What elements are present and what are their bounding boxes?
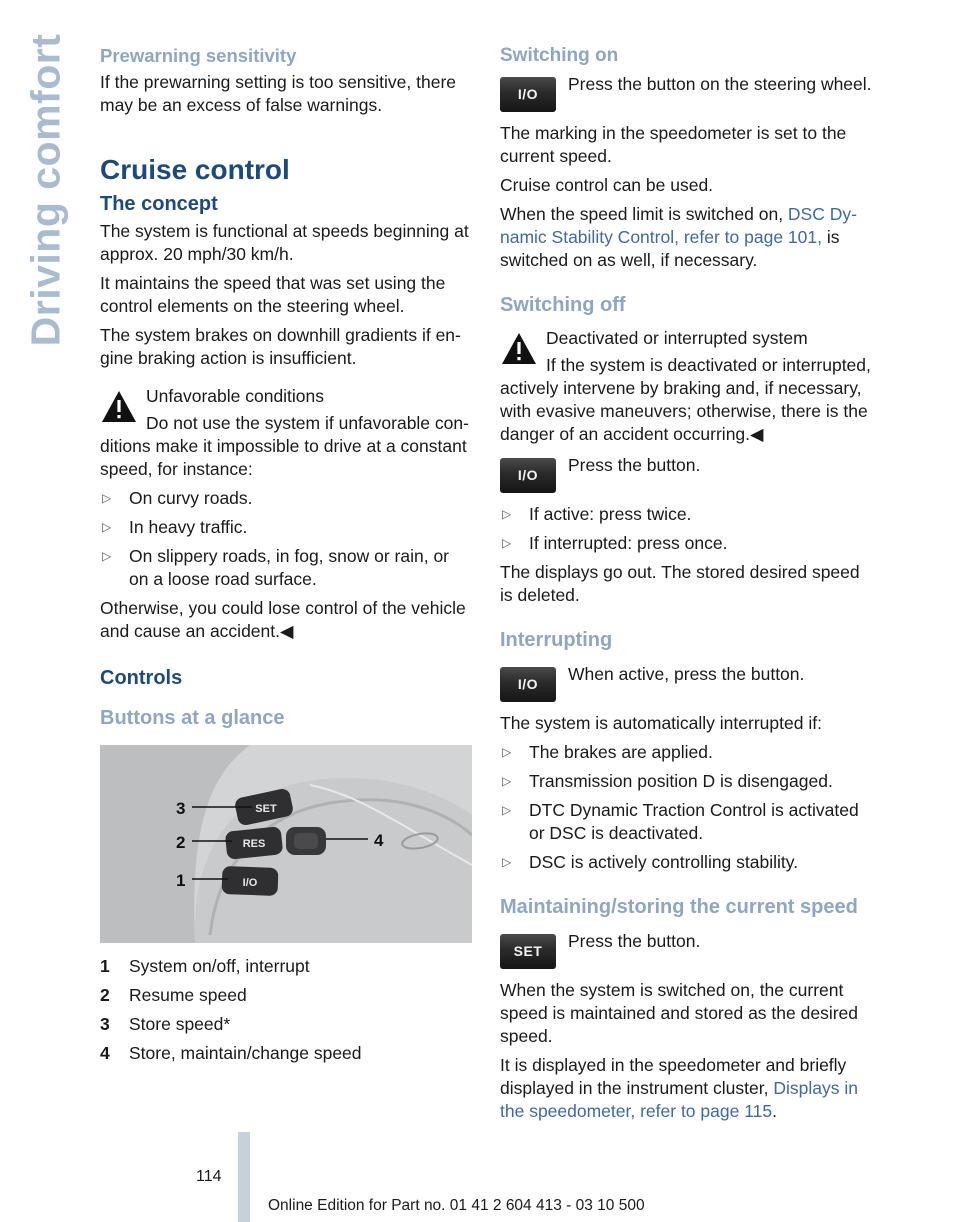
store-instruction: Press the button. [568, 931, 701, 951]
cruise-control-heading: Cruise control [100, 154, 290, 185]
callout-item: 2 Resume speed [100, 985, 247, 1005]
bullet-arrow-icon: ▷ [502, 507, 512, 521]
concept-paragraph-2: It maintains the speed that was set using the control elements on the steering wheel. [100, 273, 446, 316]
list-item: ▷ The brakes are applied. [502, 742, 713, 762]
callout-label-4: 4 [374, 831, 384, 850]
switch-on-paragraph-1: The marking in the speedometer is set to the current speed. [500, 123, 847, 166]
switch-on-paragraph-2: Cruise control can be used. [500, 175, 714, 195]
switch-off-list [500, 503, 872, 555]
list-item: ▷ Transmission position D is disengaged. [502, 771, 833, 791]
switching-on-heading: Switching on [500, 45, 619, 66]
bullet-arrow-icon: ▷ [502, 745, 512, 759]
steering-wheel-illustration [100, 745, 472, 943]
chapter-side-title: Driving comfort [22, 33, 69, 347]
switch-off-warning-title: Deactivated or interrupted system [546, 328, 808, 348]
callout-label-3: 3 [176, 799, 186, 818]
set-button-icon: SET [500, 934, 556, 969]
interrupt-row [500, 661, 872, 704]
callout-item: 3 Store speed* [100, 1014, 231, 1034]
io-button-icon: I/O [500, 77, 556, 112]
switch-on-paragraph-3: When the speed limit is switched on, DSC Dy-namic Stability Control, refer to page 101, is switched on as well, if necessary. [500, 204, 857, 270]
svg-text:I/O: I/O [242, 877, 258, 889]
page-number: 114 [196, 1168, 222, 1185]
interrupt-conditions-list [500, 741, 872, 874]
concept-paragraph-1: The system is functional at speeds beginning at approx. 20 mph/30 km/h. [100, 221, 469, 264]
svg-text:RES: RES [242, 838, 266, 850]
rocker-switch-shape [286, 827, 326, 855]
warning-title: Unfavorable conditions [146, 386, 325, 406]
switch-off-warning [500, 326, 872, 446]
res-key-shape [225, 826, 284, 860]
interrupt-instruction: When active, press the button. [568, 664, 805, 684]
buttons-at-a-glance-heading: Buttons at a glance [100, 707, 285, 729]
bullet-arrow-icon: ▷ [102, 491, 112, 505]
list-item: ▷ On curvy roads. [102, 488, 253, 508]
list-item: ▷ On slippery roads, in fog, snow or rain, or on a loose road surface. [102, 546, 450, 589]
concept-heading: The concept [100, 193, 218, 215]
bullet-arrow-icon: ▷ [502, 774, 512, 788]
callout-legend [100, 955, 472, 1065]
io-key-shape [222, 866, 279, 896]
warning-text: Do not use the system if unfavorable con-ditions make it impossible to drive at a constant speed, for instance: [100, 413, 469, 479]
prewarning-text: If the prewarning setting is too sensitive, there may be an excess of false warnings. [100, 72, 457, 115]
store-paragraph-2: It is displayed in the speedometer and briefly displayed in the instrument cluster, Displays in the speedometer, refer to page 115. [500, 1055, 858, 1121]
bullet-arrow-icon: ▷ [102, 520, 112, 534]
store-row [500, 928, 872, 971]
bullet-arrow-icon: ▷ [502, 536, 512, 550]
list-item: ▷ DTC Dynamic Traction Control is activated or DSC is deactivated. [502, 800, 859, 843]
switch-on-instruction: Press the button on the steering wheel. [568, 74, 872, 94]
bullet-arrow-icon: ▷ [502, 803, 512, 817]
callout-item: 4 Store, maintain/change speed [100, 1043, 362, 1063]
maintaining-storing-heading: Maintaining/storing the current speed [500, 896, 858, 918]
warning-block [100, 384, 472, 481]
switch-off-row [500, 452, 872, 495]
footer-divider [238, 1132, 250, 1222]
switch-off-warning-text: If the system is deactivated or interrupted, actively intervene by braking and, if necessary, with evasive maneuvers; otherwise, there is the danger of an accident occurring.◀ [500, 355, 871, 444]
right-column [500, 44, 872, 1129]
list-item: ▷ DSC is actively controlling stability. [502, 852, 799, 872]
switch-on-row [500, 71, 872, 114]
svg-text:SET: SET [255, 803, 277, 815]
warning-triangle-icon [100, 389, 138, 425]
callout-label-2: 2 [176, 833, 186, 852]
list-item: ▷ If interrupted: press once. [502, 533, 728, 553]
left-column [100, 44, 472, 1071]
conditions-list [100, 487, 472, 591]
switching-off-heading: Switching off [500, 294, 626, 316]
switch-off-instruction: Press the button. [568, 455, 701, 475]
prewarning-heading: Prewarning sensitivity [100, 45, 297, 66]
bullet-arrow-icon: ▷ [502, 855, 512, 869]
speedometer-page-link[interactable]: Displays in the speedometer, refer to page 115 [500, 1078, 858, 1121]
io-button-icon: I/O [500, 667, 556, 702]
edition-footer: Online Edition for Part no. 01 41 2 604 413 - 03 10 500 [268, 1197, 645, 1214]
callout-item: 1 System on/off, interrupt [100, 956, 310, 976]
list-item: ▷ In heavy traffic. [102, 517, 248, 537]
concept-paragraph-3: The system brakes on downhill gradients if en-gine braking action is insufficient. [100, 325, 461, 368]
list-item: ▷ If active: press twice. [502, 504, 692, 524]
controls-heading: Controls [100, 667, 183, 689]
interrupting-heading: Interrupting [500, 629, 613, 651]
io-button-icon: I/O [500, 458, 556, 493]
switch-off-end-text: The displays go out. The stored desired speed is deleted. [500, 562, 860, 605]
steering-wheel-figure [100, 745, 472, 943]
store-paragraph-1: When the system is switched on, the current speed is maintained and stored as the desired speed. [500, 980, 859, 1046]
callout-label-1: 1 [176, 871, 186, 890]
warning-triangle-icon [500, 331, 538, 367]
bullet-arrow-icon: ▷ [102, 549, 112, 563]
warning-end-text: Otherwise, you could lose control of the vehicle and cause an accident.◀ [100, 598, 466, 641]
interrupt-intro: The system is automatically interrupted if: [500, 713, 822, 733]
dsc-page-link[interactable]: DSC Dy-namic Stability Control, refer to page 101, [500, 204, 857, 247]
